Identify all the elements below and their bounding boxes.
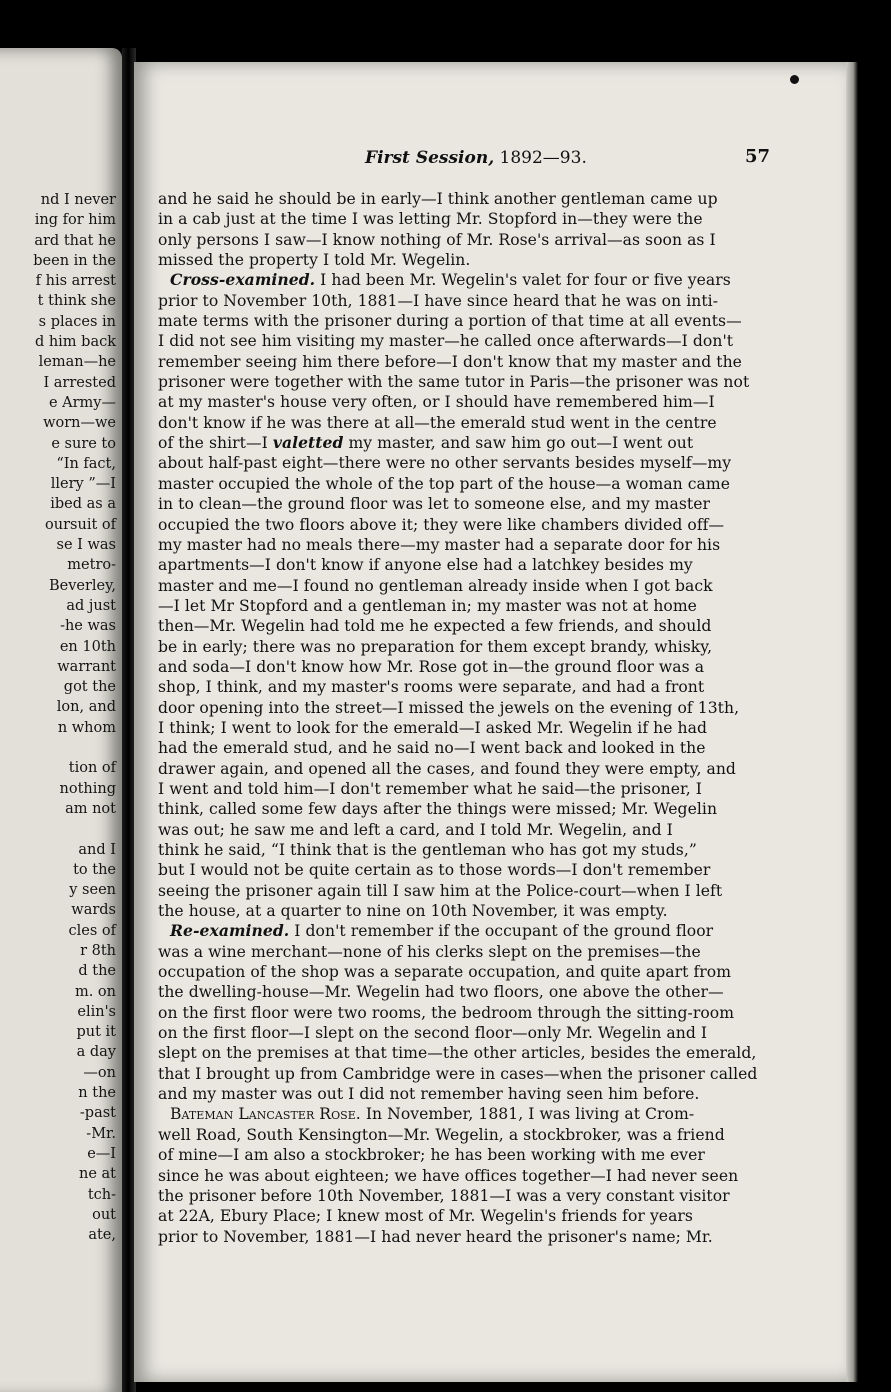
text-line: -he was (60, 618, 116, 635)
re-lines (158, 942, 772, 1105)
paragraph-cross-examined (158, 270, 772, 921)
paragraph-testimony-end (158, 189, 772, 270)
text-line: t think she (37, 293, 116, 310)
text-line: on the first floor were two rooms, the bedroom through the sitting-room (158, 1003, 735, 1022)
line-text: of the shirt—I (158, 434, 273, 453)
text-line: the dwelling-house—Mr. Wegelin had two floors, one above the other— (158, 983, 724, 1002)
ink-spot (790, 75, 799, 84)
text-line: remember seeing him there before—I don't know that my master and the (158, 352, 742, 371)
text-line: “In fact, (56, 455, 116, 472)
text-line (0, 819, 116, 839)
text-line: leman—he (38, 354, 116, 371)
page-edge (846, 62, 858, 1382)
text-line: e—I (87, 1145, 116, 1162)
text-line: e sure to (51, 435, 116, 452)
text-line: shop, I think, and my master's rooms were separate, and had a front (158, 678, 705, 697)
text-line: master occupied the whole of the top part of the house—a woman came (158, 474, 731, 493)
text-line: —I let Mr Stopford and a gentleman in; my master was not at home (158, 596, 697, 615)
text-line: warrant (57, 658, 116, 675)
text-line: ad just (66, 597, 116, 614)
paragraph-re-examined (158, 921, 772, 1104)
text-line: llery ”—I (50, 476, 116, 493)
italic-word: valetted (272, 433, 344, 453)
text-line: was out; he saw me and left a card, and I told Mr. Wegelin, and I (158, 820, 673, 839)
text-line: was a wine merchant—none of his clerks slept on the premises—the (158, 942, 701, 961)
text-line: en 10th (59, 638, 116, 655)
text-line: and soda—I don't know how Mr. Rose got in—the ground floor was a (158, 657, 705, 676)
text-line: seeing the prisoner again till I saw him at the Police-court—when I left (158, 881, 723, 900)
text-line: occupied the two floors above it; they were like chambers divided off— (158, 515, 725, 534)
text-line: at my master's house very often, or I should have remembered him—I (158, 393, 715, 412)
text-line: and he said he should be in early—I think another gentleman came up (158, 190, 718, 208)
text-line (0, 738, 116, 758)
text-line: well Road, South Kensington—Mr. Wegelin, a stockbroker, was a friend (158, 1125, 725, 1144)
text-line: metro- (67, 557, 116, 574)
text-line: lon, and (56, 699, 116, 716)
page-number: 57 (745, 146, 771, 167)
text-line: only persons I saw—I know nothing of Mr. Rose's arrival—as soon as I (158, 230, 716, 249)
text-line: elin's (77, 1003, 116, 1020)
text-line: -Mr. (86, 1125, 116, 1142)
text-line (158, 1104, 772, 1124)
text-line: of mine—I am also a stockbroker; he has been working with me ever (158, 1146, 705, 1165)
text-line: prisoner were together with the same tutor in Paris—the prisoner was not (158, 373, 750, 392)
text-line: my master had no meals there—my master had a separate door for his (158, 535, 721, 554)
text-line: occupation of the shop was a separate occupation, and quite apart from (158, 963, 732, 982)
text-line: am not (65, 800, 116, 817)
text-line: worn—we (43, 415, 116, 432)
text-line: wards (71, 902, 116, 919)
text-line: ibed as a (50, 496, 116, 513)
text-line: mate terms with the prisoner during a portion of that time at all events— (158, 312, 742, 331)
text-line: f his arrest (35, 273, 116, 290)
left-page (0, 48, 122, 1392)
text-line: and I (78, 841, 116, 858)
left-page-text (0, 190, 116, 1245)
text-line: Beverley, (48, 577, 116, 594)
text-line: got the (63, 679, 116, 696)
text-line: in a cab just at the time I was letting Mr. Stopford in—they were the (158, 210, 703, 229)
text-line: been in the (33, 252, 116, 269)
text-line: n the (78, 1085, 116, 1102)
text-line: on the first floor—I slept on the second floor—only Mr. Wegelin and I (158, 1024, 708, 1043)
text-line: a day (76, 1044, 116, 1061)
text-line: d the (78, 963, 116, 980)
text-line: oursuit of (45, 516, 116, 533)
line-text: I had been Mr. Wegelin's valet for four or five years (315, 271, 731, 290)
text-line: tch- (87, 1186, 116, 1203)
text-line (158, 921, 772, 941)
text-line: I arrested (43, 374, 116, 391)
text-line: the house, at a quarter to nine on 10th November, it was empty. (158, 902, 668, 921)
text-line: —on (83, 1064, 116, 1081)
text-line: think, called some few days after the things were missed; Mr. Wegelin (158, 800, 718, 819)
text-line: out (92, 1206, 116, 1223)
text-line: ing for him (34, 212, 116, 229)
text-line: m. on (74, 983, 116, 1000)
text-line: cles of (68, 922, 116, 939)
text-line: d him back (34, 334, 116, 351)
line-text: I don't remember if the occupant of the ground floor (289, 922, 714, 941)
text-line: about half-past eight—there were no other servants besides myself—my (158, 454, 732, 473)
text-line: don't know if he was there at all—the emerald stud went in the centre (158, 413, 717, 432)
page-body (158, 189, 772, 1247)
re-examined-label: Re-examined. (170, 921, 290, 941)
text-line: at 22A, Ebury Place; I knew most of Mr. Wegelin's friends for years (158, 1207, 693, 1226)
line-text: In November, 1881, I was living at Crom- (360, 1105, 695, 1124)
text-line: -past (79, 1105, 116, 1122)
text-line: y seen (69, 882, 116, 899)
text-line: I think; I went to look for the emerald—I asked Mr. Wegelin if he had (158, 718, 708, 737)
text-line: ard that he (34, 232, 116, 249)
session-title: First Session, (365, 148, 495, 168)
text-line: door opening into the street—I missed the jewels on the evening of 13th, (158, 698, 740, 717)
cross-examined-label: Cross-examined. (170, 270, 316, 290)
text-line: s places in (38, 313, 116, 330)
text-line: e Army— (48, 394, 116, 411)
cross-lines-b (158, 453, 772, 921)
text-line (158, 270, 772, 290)
text-line: I went and told him—I don't remember what he said—the prisoner, I (158, 779, 703, 798)
text-line: put it (76, 1024, 116, 1041)
text-line: I did not see him visiting my master—he called once afterwards—I don't (158, 332, 734, 351)
text-line: then—Mr. Wegelin had told me he expected a few friends, and should (158, 617, 712, 636)
paragraph-rose-testimony (158, 1104, 772, 1246)
text-line: think he said, “I think that is the gentleman who has got my studs,” (158, 841, 697, 859)
witness-name: Bateman Lancaster Rose. (170, 1105, 361, 1124)
text-line: apartments—I don't know if anyone else had a latchkey besides my (158, 556, 693, 575)
text-line: to the (73, 861, 116, 878)
text-line: prior to November 10th, 1881—I have since heard that he was on inti- (158, 291, 719, 310)
text-line: slept on the premises at that time—the other articles, besides the emerald, (158, 1044, 757, 1063)
text-line: had the emerald stud, and he said no—I went back and looked in the (158, 739, 706, 758)
text-line: r 8th (80, 942, 116, 959)
text-line: missed the property I told Mr. Wegelin. (158, 251, 471, 270)
rose-lines (158, 1125, 772, 1247)
text-line: but I would not be quite certain as to those words—I don't remember (158, 861, 711, 880)
text-line: drawer again, and opened all the cases, and found they were empty, and (158, 759, 736, 778)
text-line: prior to November, 1881—I had never heard the prisoner's name; Mr. (158, 1227, 713, 1246)
session-year: 1892—93. (499, 148, 587, 168)
text-line: since he was about eighteen; we have offices together—I had never seen (158, 1166, 739, 1185)
cross-lines-a (158, 291, 772, 433)
line-text: my master, and saw him go out—I went out (343, 434, 694, 453)
text-line: ne at (78, 1166, 116, 1183)
text-line: that I brought up from Cambridge were in cases—when the prisoner called (158, 1064, 758, 1083)
text-line: nothing (59, 780, 116, 797)
text-line: tion of (68, 760, 116, 777)
text-line: the prisoner before 10th November, 1881—I was a very constant visitor (158, 1186, 730, 1205)
text-line (158, 433, 772, 453)
text-line: in to clean—the ground floor was let to someone else, and my master (158, 495, 711, 514)
text-line: master and me—I found no gentleman already inside when I got back (158, 576, 713, 595)
text-line: ate, (88, 1227, 116, 1244)
running-head (365, 148, 587, 168)
text-line: be in early; there was no preparation for them except brandy, whisky, (158, 637, 713, 656)
text-line: nd I never (40, 192, 116, 208)
text-line: n whom (57, 719, 116, 736)
text-line: se I was (56, 537, 116, 554)
text-line: and my master was out I did not remember having seen him before. (158, 1085, 700, 1104)
